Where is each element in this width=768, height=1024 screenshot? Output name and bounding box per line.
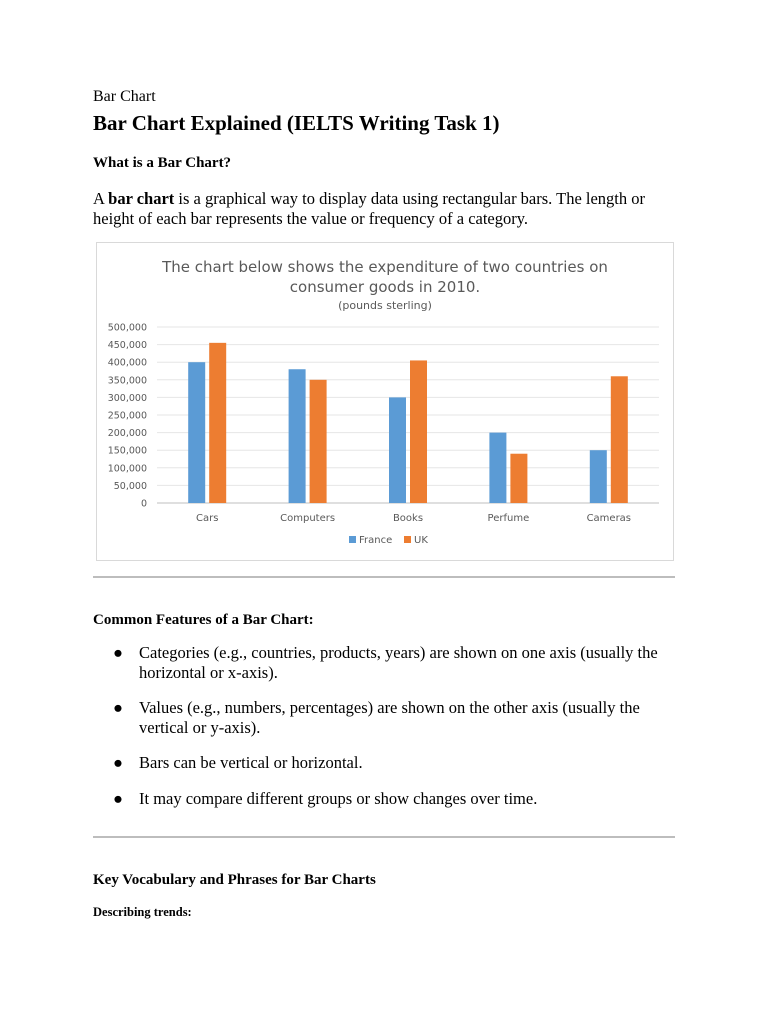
x-tick-label: Computers <box>280 513 336 524</box>
legend-swatch-france <box>349 536 356 543</box>
list-item <box>93 753 683 773</box>
bar-france-perfume <box>489 433 506 503</box>
x-tick-label: Cars <box>195 513 219 524</box>
y-tick-label: 300,000 <box>107 392 147 404</box>
chart-subtitle: (pounds sterling) <box>338 299 432 312</box>
y-tick-label: 0 <box>140 498 147 510</box>
section-heading-vocabulary: Key Vocabulary and Phrases for Bar Charts <box>93 872 376 888</box>
bar-uk-books <box>410 360 427 503</box>
y-tick-label: 500,000 <box>107 322 147 334</box>
document-kicker: Bar Chart <box>93 88 156 105</box>
legend-label-uk: UK <box>414 535 428 546</box>
list-item-text: Values (e.g., numbers, percentages) are shown on the other axis (usually the vertical or y-axis). <box>139 698 640 737</box>
bullet-icon: ● <box>113 788 123 808</box>
legend-label-france: France <box>359 535 393 546</box>
list-item-text: Categories (e.g., countries, products, years) are shown on one axis (usually the horizontal or x-axis). <box>139 643 658 682</box>
x-tick-label: Perfume <box>487 513 530 524</box>
list-item <box>93 789 683 809</box>
y-tick-label: 150,000 <box>107 445 147 457</box>
list-item <box>93 698 683 737</box>
y-tick-label: 50,000 <box>113 480 147 492</box>
chart-figure <box>96 242 674 561</box>
list-item <box>93 643 683 682</box>
legend-swatch-uk <box>404 536 411 543</box>
bar-uk-cars <box>209 343 226 503</box>
intro-paragraph <box>93 189 683 228</box>
intro-prefix: A <box>93 189 109 208</box>
bar-france-cars <box>188 362 205 503</box>
bar-uk-computers <box>310 380 327 503</box>
x-tick-label: Cameras <box>586 513 632 524</box>
bar-uk-perfume <box>510 454 527 503</box>
x-tick-label: Books <box>392 513 424 524</box>
list-item-text: Bars can be vertical or horizontal. <box>139 753 363 772</box>
y-tick-label: 350,000 <box>107 375 147 387</box>
section-heading-what-is: What is a Bar Chart? <box>93 155 232 171</box>
y-tick-label: 200,000 <box>107 428 147 440</box>
section-heading-features: Common Features of a Bar Chart: <box>93 612 314 628</box>
y-tick-label: 400,000 <box>107 357 147 369</box>
y-tick-label: 100,000 <box>107 463 147 475</box>
bar-chart <box>97 243 673 560</box>
section-divider <box>93 576 675 578</box>
intro-suffix: is a graphical way to display data using rectangular bars. The length or height of each bar represents the value or frequency of a category. <box>93 189 646 228</box>
bullet-icon: ● <box>113 698 123 717</box>
y-tick-label: 450,000 <box>107 340 147 352</box>
document-title: Bar Chart Explained (IELTS Writing Task 1) <box>93 111 500 135</box>
list-item-text: It may compare different groups or show changes over time. <box>139 788 538 808</box>
features-list <box>93 643 683 824</box>
chart-title-line1: The chart below shows the expenditure of two countries on <box>162 258 608 276</box>
bullet-icon: ● <box>113 643 123 662</box>
bullet-icon: ● <box>113 753 123 772</box>
chart-title-line2: consumer goods in 2010. <box>289 278 481 296</box>
subheading-describing-trends: Describing trends: <box>93 905 192 919</box>
intro-bold-term: bar chart <box>108 189 175 208</box>
y-tick-label: 250,000 <box>107 410 147 422</box>
bar-france-books <box>389 397 406 503</box>
bar-france-cameras <box>590 450 607 503</box>
section-divider <box>93 836 675 838</box>
bar-france-computers <box>289 369 306 503</box>
bar-uk-cameras <box>611 376 628 503</box>
